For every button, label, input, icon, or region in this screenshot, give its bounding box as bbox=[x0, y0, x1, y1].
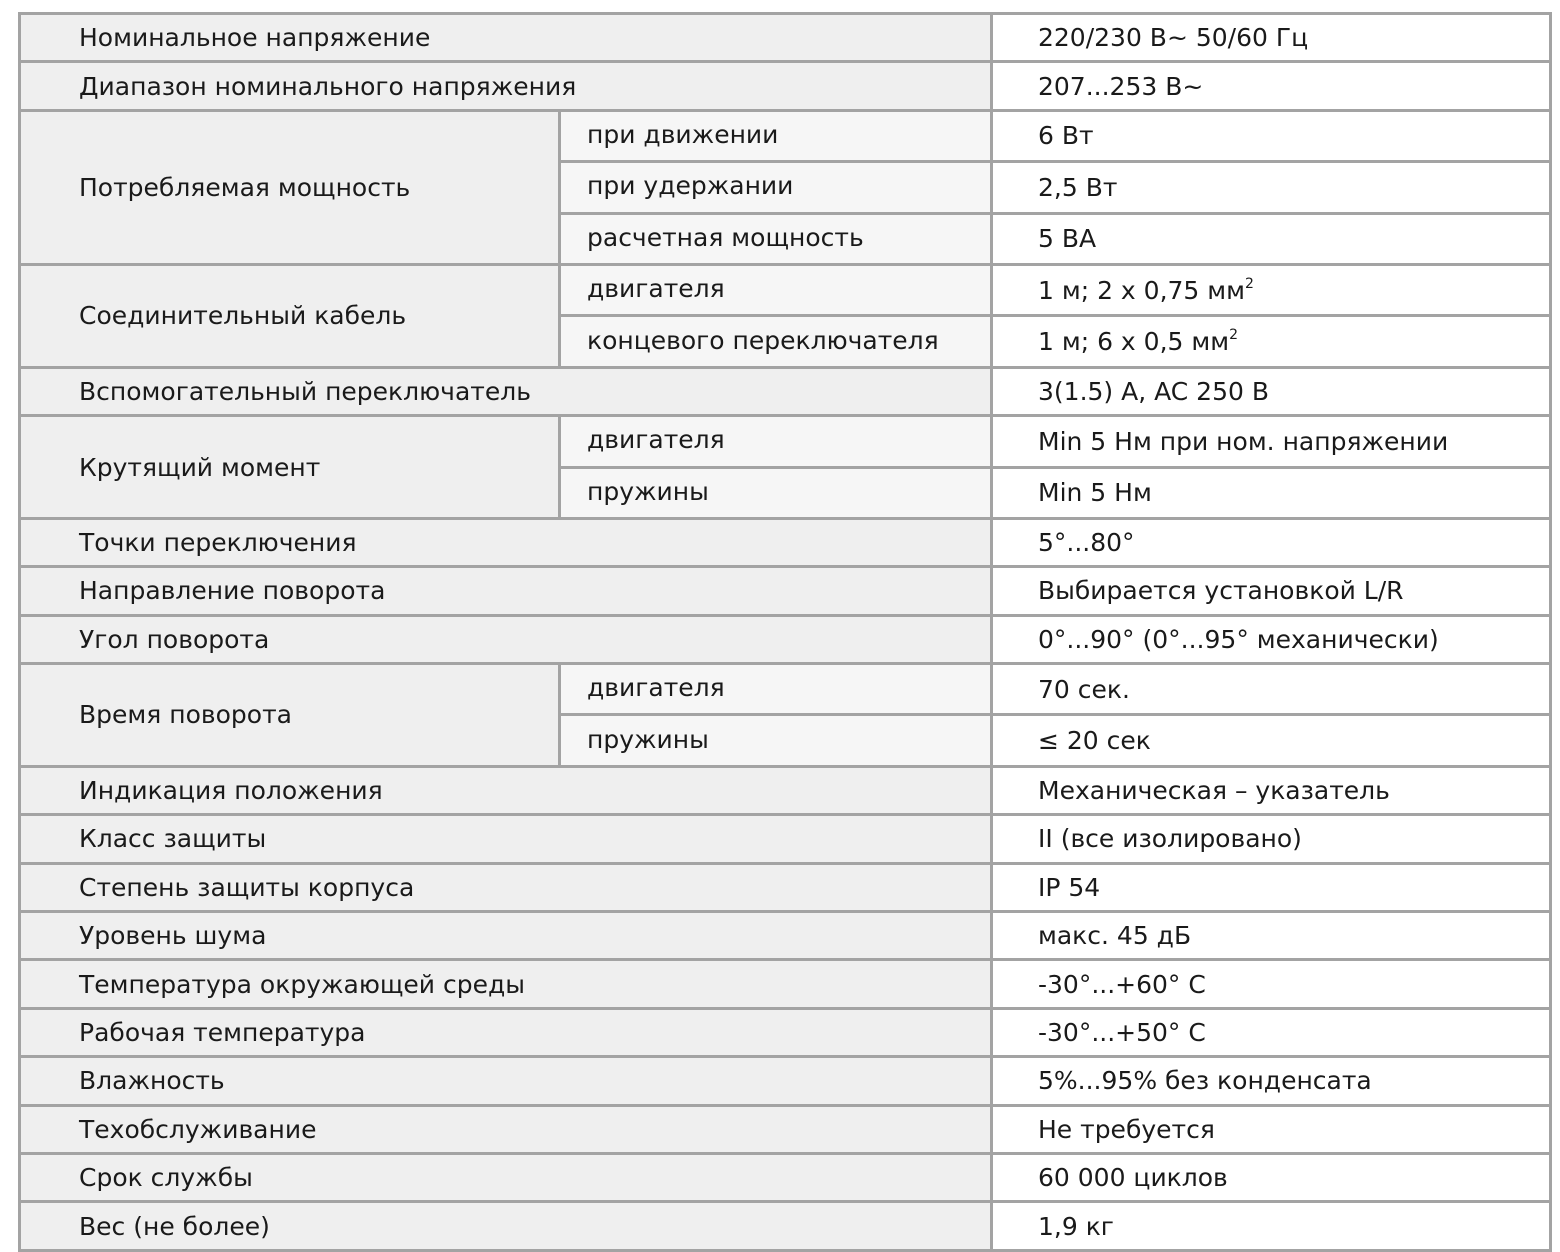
row-value: Min 5 Нм bbox=[992, 467, 1551, 518]
table-row bbox=[20, 416, 1551, 467]
table-row bbox=[20, 518, 1551, 566]
value-text: 1 м; 2 х 0,75 мм bbox=[1038, 275, 1246, 305]
row-sublabel: концевого переключателя bbox=[560, 316, 992, 367]
row-value: 5 ВА bbox=[992, 213, 1551, 264]
row-label: Степень защиты корпуса bbox=[20, 863, 992, 911]
superscript: 2 bbox=[1245, 275, 1254, 292]
row-value: -30°...+60° С bbox=[992, 960, 1551, 1008]
row-label: Угол поворота bbox=[20, 615, 992, 663]
row-value bbox=[992, 264, 1551, 315]
row-value: Min 5 Нм при ном. напряжении bbox=[992, 416, 1551, 467]
row-value: 1,9 кг bbox=[992, 1202, 1551, 1250]
row-value: 70 сек. bbox=[992, 664, 1551, 715]
row-label: Вспомогательный переключатель bbox=[20, 367, 992, 415]
row-sublabel: пружины bbox=[560, 467, 992, 518]
row-sublabel: двигателя bbox=[560, 264, 992, 315]
table-row bbox=[20, 1008, 1551, 1056]
row-value: макс. 45 дБ bbox=[992, 912, 1551, 960]
table-row bbox=[20, 1057, 1551, 1105]
row-value: Механическая – указатель bbox=[992, 766, 1551, 814]
row-label: Температура окружающей среды bbox=[20, 960, 992, 1008]
row-label: Рабочая температура bbox=[20, 1008, 992, 1056]
row-value: IP 54 bbox=[992, 863, 1551, 911]
row-label: Уровень шума bbox=[20, 912, 992, 960]
table-row bbox=[20, 1202, 1551, 1250]
row-sublabel: при удержании bbox=[560, 162, 992, 213]
row-value: 220/230 В~ 50/60 Гц bbox=[992, 14, 1551, 62]
table-row bbox=[20, 863, 1551, 911]
table-row bbox=[20, 815, 1551, 863]
table-row bbox=[20, 1105, 1551, 1153]
row-value: II (все изолировано) bbox=[992, 815, 1551, 863]
table-row bbox=[20, 960, 1551, 1008]
row-value bbox=[992, 316, 1551, 367]
row-label: Направление поворота bbox=[20, 567, 992, 615]
row-value: 207...253 В~ bbox=[992, 62, 1551, 110]
row-value: Не требуется bbox=[992, 1105, 1551, 1153]
row-value: 5%...95% без конденсата bbox=[992, 1057, 1551, 1105]
row-label: Время поворота bbox=[20, 664, 560, 767]
row-value: -30°...+50° С bbox=[992, 1008, 1551, 1056]
row-sublabel: двигателя bbox=[560, 664, 992, 715]
row-label: Диапазон номинального напряжения bbox=[20, 62, 992, 110]
table-row bbox=[20, 615, 1551, 663]
value-text: 1 м; 6 х 0,5 мм bbox=[1038, 327, 1230, 357]
row-value: ≤ 20 сек bbox=[992, 715, 1551, 766]
row-label: Соединительный кабель bbox=[20, 264, 560, 367]
row-value: Выбирается установкой L/R bbox=[992, 567, 1551, 615]
row-sublabel: пружины bbox=[560, 715, 992, 766]
spec-table bbox=[18, 12, 1552, 1252]
table-row bbox=[20, 62, 1551, 110]
spec-table-body bbox=[20, 14, 1551, 1251]
table-row bbox=[20, 14, 1551, 62]
row-value: 2,5 Вт bbox=[992, 162, 1551, 213]
table-row bbox=[20, 110, 1551, 161]
row-sublabel: двигателя bbox=[560, 416, 992, 467]
row-label: Номинальное напряжение bbox=[20, 14, 992, 62]
table-row bbox=[20, 664, 1551, 715]
row-label: Потребляемая мощность bbox=[20, 110, 560, 264]
row-label: Крутящий момент bbox=[20, 416, 560, 519]
row-label: Точки переключения bbox=[20, 518, 992, 566]
row-label: Срок службы bbox=[20, 1153, 992, 1201]
row-value: 6 Вт bbox=[992, 110, 1551, 161]
row-label: Класс защиты bbox=[20, 815, 992, 863]
row-label: Вес (не более) bbox=[20, 1202, 992, 1250]
row-label: Индикация положения bbox=[20, 766, 992, 814]
table-row bbox=[20, 1153, 1551, 1201]
row-label: Техобслуживание bbox=[20, 1105, 992, 1153]
row-sublabel: при движении bbox=[560, 110, 992, 161]
table-row bbox=[20, 912, 1551, 960]
table-row bbox=[20, 766, 1551, 814]
superscript: 2 bbox=[1229, 327, 1239, 344]
table-row bbox=[20, 264, 1551, 315]
row-label: Влажность bbox=[20, 1057, 992, 1105]
row-value: 5°...80° bbox=[992, 518, 1551, 566]
row-value: 0°...90° (0°...95° механически) bbox=[992, 615, 1551, 663]
table-row bbox=[20, 567, 1551, 615]
table-row bbox=[20, 367, 1551, 415]
row-value: 60 000 циклов bbox=[992, 1153, 1551, 1201]
row-sublabel: расчетная мощность bbox=[560, 213, 992, 264]
row-value: 3(1.5) А, AC 250 В bbox=[992, 367, 1551, 415]
